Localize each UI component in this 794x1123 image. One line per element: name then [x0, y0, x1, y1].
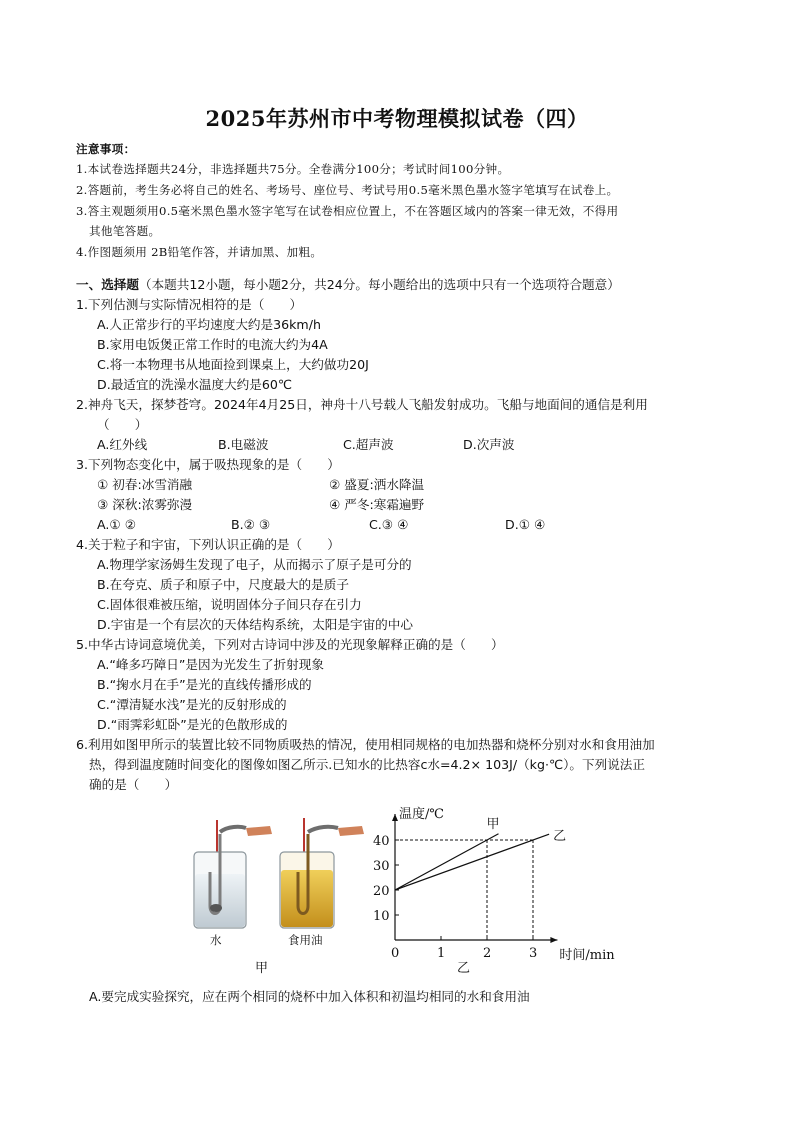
figure-a-beakers [180, 812, 370, 982]
question-3-option-b: B.② ③ [231, 517, 271, 532]
y-axis-arrow [392, 814, 398, 821]
x-tick-label: 3 [529, 946, 538, 961]
question-4-option-d: D.宇宙是一个有层次的天体结构系统，太阳是宇宙的中心 [97, 617, 413, 632]
figure-b-chart [360, 796, 620, 986]
oil-beaker [280, 818, 364, 928]
question-3-option-d: D.① ④ [505, 517, 546, 532]
section-heading [76, 276, 620, 294]
x-tick-label: 1 [437, 946, 446, 961]
section-title: 一、选择题 [76, 277, 139, 292]
page-title: 2025年苏州市中考物理模拟试卷（四） [205, 106, 589, 131]
notice-item: 4.作图题须用 2B铅笔作答，并请加黑、加粗。 [76, 245, 323, 259]
question-1-option-d: D.最适宜的洗澡水温度大约是60℃ [97, 377, 292, 392]
question-1-option-c: C.将一本物理书从地面捡到课桌上，大约做功20J [97, 357, 369, 372]
question-6-stem: 确的是（ ） [89, 777, 178, 792]
question-4-stem: 4.关于粒子和宇宙，下列认识正确的是（ ） [76, 537, 340, 552]
question-2-option-b: B.电磁波 [218, 437, 269, 452]
question-3-item: ① 初春:冰雪消融 [97, 477, 193, 492]
notice-item: 2.答题前，考生务必将自己的姓名、考场号、座位号、考试号用0.5毫米黑色墨水签字笔填写在试卷上。 [76, 183, 619, 197]
x-tick-label: 0 [391, 946, 400, 961]
question-6-stem: 6.利用如图甲所示的装置比较不同物质吸热的情况，使用相同规格的电加热器和烧杯分别对水和食用油加 [76, 737, 655, 752]
question-5-option-c: C.“潭清疑水浅”是光的反射形成的 [97, 697, 287, 712]
question-4-option-a: A.物理学家汤姆生发现了电子，从而揭示了原子是可分的 [97, 557, 412, 572]
y-tick-label: 40 [373, 834, 390, 849]
question-2-option-a: A.红外线 [97, 437, 148, 452]
question-3-option-a: A.① ② [97, 517, 136, 532]
y-tick-label: 20 [373, 884, 390, 899]
label-water: 水 [210, 933, 222, 947]
notice-item: 3.答主观题须用0.5毫米黑色墨水签字笔写在试卷相应位置上，不在答题区域内的答案一律无效，不得用 [76, 204, 619, 218]
question-5-option-d: D.“雨霁彩虹卧”是光的色散形成的 [97, 717, 288, 732]
figure-a-caption: 甲 [255, 961, 269, 976]
question-6-option-a: A.要完成实验探究，应在两个相同的烧杯中加入体积和初温均相同的水和食用油 [89, 989, 530, 1004]
question-6-stem: 热，得到温度随时间变化的图像如图乙所示.已知水的比热容c水=4.2× 103J/（kg·℃）。下列说法正 [89, 757, 645, 772]
notice-item: 1.本试卷选择题共24分，非选择题共75分。全卷满分100分；考试时间100分钟。 [76, 162, 510, 176]
question-2-option-c: C.超声波 [343, 437, 394, 452]
question-1-option-b: B.家用电饭煲正常工作时的电流大约为4A [97, 337, 328, 352]
question-2-stem: 2.神舟飞天，探梦苍穹。2024年4月25日，神舟十八号载人飞船发射成功。飞船与地面间的通信是利用 [76, 397, 648, 412]
question-2-answer-blank: （ ） [97, 417, 148, 432]
notice-heading: 注意事项： [76, 142, 136, 156]
question-3-stem: 3.下列物态变化中，属于吸热现象的是（ ） [76, 457, 340, 472]
series-label: 乙 [553, 829, 567, 845]
question-2-option-d: D.次声波 [463, 437, 515, 452]
x-axis-label: 时间/min [559, 948, 615, 963]
section-description: （本题共12小题，每小题2分，共24分。每小题给出的选项中只有一个选项符合题意） [138, 277, 620, 292]
label-oil: 食用油 [288, 933, 323, 947]
figure-b-caption: 乙 [457, 961, 471, 976]
question-3-item: ③ 深秋:浓雾弥漫 [97, 497, 193, 512]
x-tick-label: 2 [483, 946, 492, 961]
question-4-option-b: B.在夸克、质子和原子中，尺度最大的是质子 [97, 577, 349, 592]
series-line-1 [395, 834, 499, 890]
question-3-option-c: C.③ ④ [369, 517, 409, 532]
question-5-option-b: B.“掬水月在手”是光的直线传播形成的 [97, 677, 312, 692]
series-label: 甲 [486, 816, 500, 832]
question-5-stem: 5.中华古诗词意境优美，下列对古诗词中涉及的光现象解释正确的是（ ） [76, 637, 504, 652]
notice-item: 其他笔答题。 [89, 224, 161, 238]
series-line-2 [395, 834, 549, 890]
question-3-item: ④ 严冬:寒霜遍野 [329, 497, 425, 512]
question-1-option-a: A.人正常步行的平均速度大约是36km/h [97, 317, 321, 332]
water-beaker [194, 820, 272, 928]
x-axis-arrow [550, 937, 557, 943]
question-1-stem: 1.下列估测与实际情况相符的是（ ） [76, 297, 303, 312]
y-tick-label: 30 [373, 859, 390, 874]
y-axis-label: 温度/℃ [399, 807, 444, 822]
question-3-item: ② 盛夏:洒水降温 [329, 477, 425, 492]
question-4-option-c: C.固体很难被压缩，说明固体分子间只存在引力 [97, 597, 362, 612]
question-5-option-a: A.“峰多巧障日”是因为光发生了折射现象 [97, 657, 324, 672]
y-tick-label: 10 [373, 909, 390, 924]
